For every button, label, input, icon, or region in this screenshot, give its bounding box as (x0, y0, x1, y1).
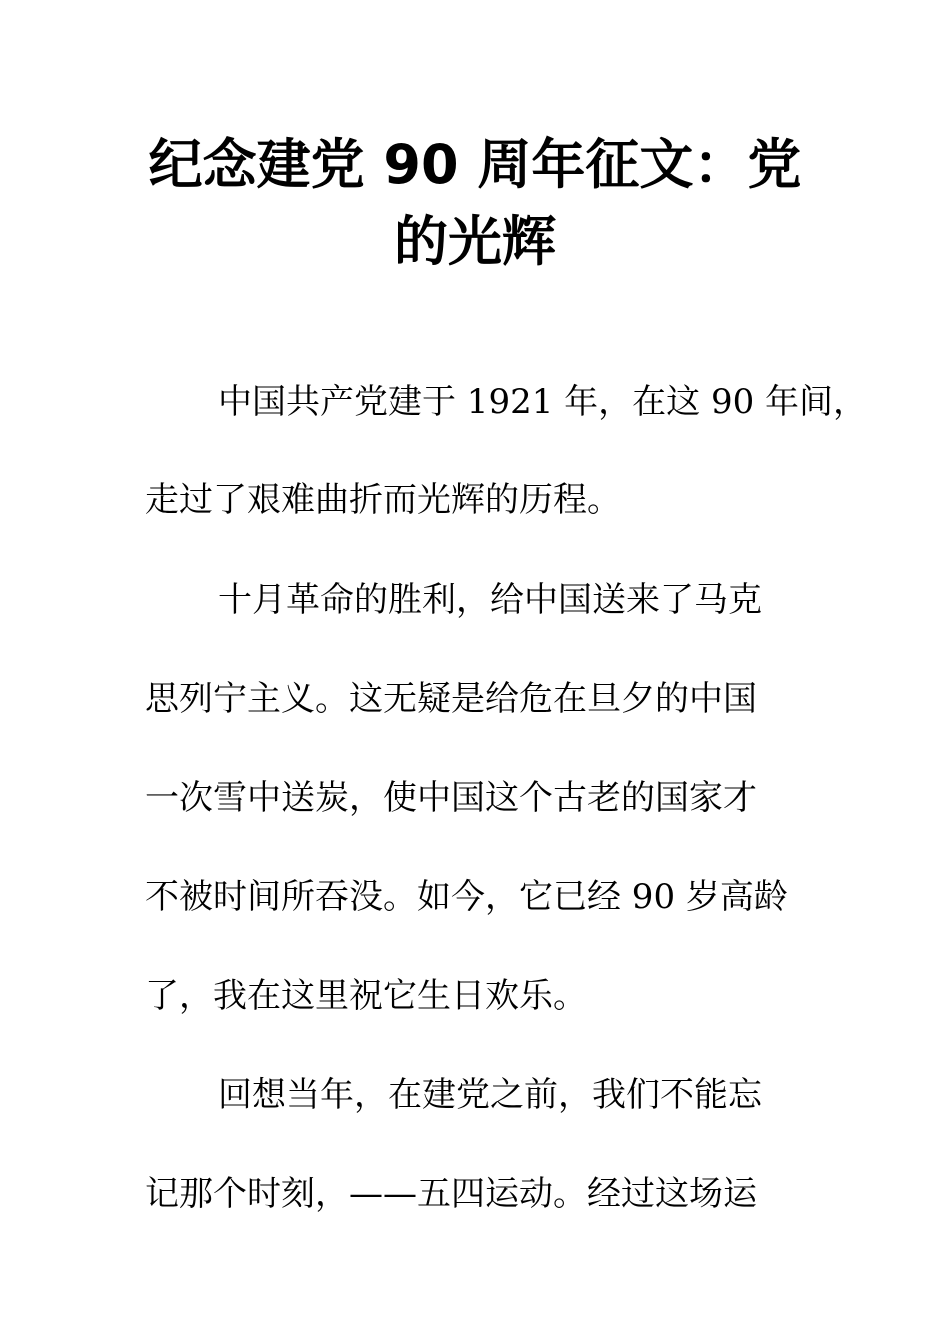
body-line-9: 记那个时刻，——五四运动。经过这场运 (145, 1174, 757, 1214)
body-line-8: 回想当年，在建党之前，我们不能忘 (218, 1075, 762, 1115)
body-line-5: 一次雪中送炭，使中国这个古老的国家才 (145, 778, 757, 818)
body-line-7: 了，我在这里祝它生日欢乐。 (145, 976, 587, 1016)
body-line-4: 思列宁主义。这无疑是给危在旦夕的中国 (145, 679, 757, 719)
body-line-6: 不被时间所吞没。如今，它已经 90 岁高龄 (145, 877, 788, 917)
document-title-line-2: 的光辉 (394, 210, 556, 273)
body-line-2: 走过了艰难曲折而光辉的历程。 (145, 480, 621, 520)
body-line-3: 十月革命的胜利，给中国送来了马克 (218, 580, 762, 620)
document-title-line-1: 纪念建党 90 周年征文：党 (148, 133, 802, 196)
body-line-1: 中国共产党建于 1921 年，在这 90 年间， (218, 382, 868, 422)
